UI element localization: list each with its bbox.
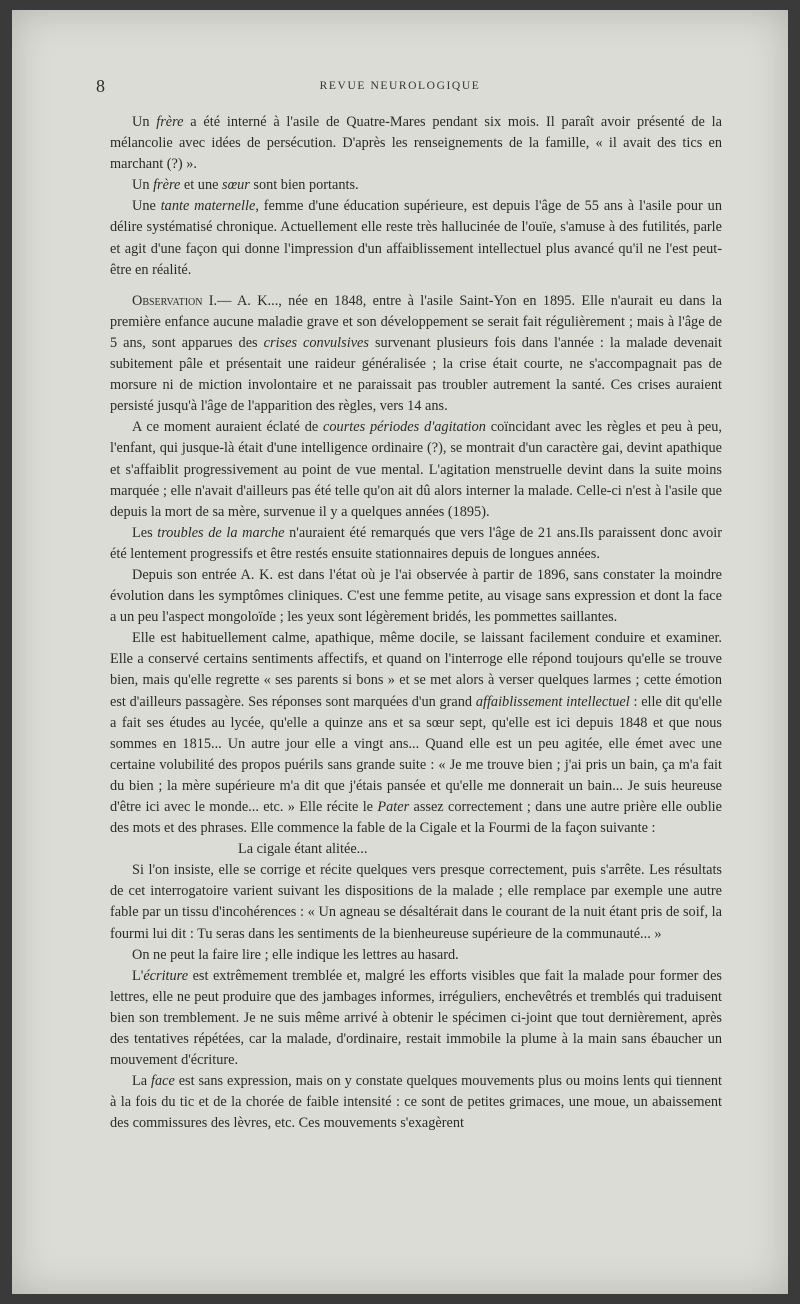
paragraph-p4 [110, 291, 722, 418]
text-run: Elle est habituellement calme, apathique, même docile, se laissant facilement conduire et examiner. Elle a conservé certains sentiments affectifs, et quand on l'interroge elle répond toujours qu'elle se trouve bien, mais qu'elle regrette « ses parents si bons » et se met alors à verser quelques larmes ; cette émotion est d'ailleurs passagère. Ses réponses sont marquées d'un grand [110, 630, 722, 710]
text-run: n'auraient été remarqués que vers l'âge de 21 ans.Ils paraissent donc avoir été lentement progressifs et être restés ensuite stationnaires depuis de longues années. [110, 524, 722, 562]
text-run: , femme d'une éducation supérieure, est depuis l'âge de 55 ans à l'asile pour un délire systématisé chronique. Actuellement elle reste très hallucinée de l'ouïe, s'amuse à des futilités, parle et agit d'une façon qui donne l'impression d'un affaiblissement intellectuel plus avancé qu'il ne l'est peut-être en réalité. [110, 198, 722, 278]
text-run: sont bien portants. [249, 177, 359, 194]
text-run: La [132, 1073, 151, 1090]
observation-heading: Observation I. [132, 292, 218, 309]
paragraph-p7 [110, 565, 722, 628]
text-run: coïncidant avec les règles et peu à peu, l'enfant, qui jusque-là était d'une intelligence ordinaire (?), se montrait d'un caractère gai, devint apathique et s'affaiblit progressivement au point de vue mental. L'agitation menstruelle devint dans la suite moins marquée ; elle n'avait d'ailleurs pas été telle qu'on ait dû alors interner la malade. Celle-ci n'est à l'asile que depuis la mort de sa mère, survenue il y a quelques années (1895). [110, 419, 722, 520]
paragraph-p8 [110, 628, 722, 839]
paragraph-p3 [110, 196, 722, 280]
text-run: survenant plusieurs fois dans l'année : la malade devenait subitement pâle et présentait une raideur généralisée ; la crise était courte, ne s'accompagnait pas de morsure ni de miction involontaire et ne paraissait pas troubler autrement la santé. Ces crises auraient persisté jusqu'à l'âge de l'apparition des règles, vers 14 ans. [110, 334, 722, 415]
text-run: La cigale étant alitée... [238, 841, 368, 858]
emphasis-text: crises convulsives [263, 334, 369, 351]
paragraph-p9 [110, 860, 722, 944]
paragraph-p10 [110, 945, 722, 966]
text-run: Une [132, 198, 161, 215]
emphasis-text: affaiblissement intellectuel [475, 693, 630, 710]
paragraph-p6 [110, 523, 722, 565]
emphasis-text: Pater [377, 799, 410, 815]
page-header [12, 78, 788, 100]
text-run: Un [132, 177, 154, 194]
page-number: 8 [96, 76, 105, 96]
verse-line [110, 839, 722, 860]
body-text [110, 112, 722, 1135]
text-run: Un [132, 114, 157, 130]
emphasis-text: frère [153, 177, 181, 194]
paragraph-p1 [110, 112, 722, 175]
running-head: REVUE NEUROLOGIQUE [319, 80, 481, 92]
scanned-page [12, 10, 788, 1294]
emphasis-text: frère [156, 114, 184, 130]
text-run: L' [132, 967, 144, 984]
emphasis-text: écriture [143, 967, 189, 984]
text-run: Si l'on insiste, elle se corrige et récite quelques vers presque correctement, puis s'arrête. Les résultats de cet interrogatoire varient suivant les dispositions de la malade ; elle remplace par exemple une autre fable par un tissu d'incohérences : « Un agneau se désaltérait dans le courant de la nuit étant pris de soif, la fourmi lui dit : Tu seras dans les sentiments de la bienheureuse supérieure de la communauté... » [110, 862, 722, 942]
text-run: — A. K..., née en 1848, entre à l'asile Saint-Yon en 1895. Elle n'aurait eu dans la première enfance aucune maladie grave et son développement se serait fait régulièrement ; mais à l'âge de 5 ans, sont apparues des [110, 292, 722, 351]
emphasis-text: courtes périodes d'agitation [323, 419, 486, 436]
emphasis-text: face [150, 1073, 175, 1090]
text-run: assez correctement ; dans une autre prière elle oublie des mots et des phrases. Elle commence la fable de la Cigale et la Fourmi de la façon suivante : [110, 799, 722, 837]
text-run: est sans expression, mais on y constate quelques mouvements plus ou moins lents qui tiennent à la fois du tic et de la chorée de faible intensité : ce sont de petites grimaces, une moue, un abaissement des commissures des lèvres, etc. Ces mouvements s'exagèrent [110, 1073, 723, 1132]
paragraph-p11 [110, 966, 722, 1071]
emphasis-text: troubles de la marche [157, 524, 285, 541]
paragraph-p12 [110, 1071, 722, 1134]
text-run: est extrêmement tremblée et, malgré les efforts visibles que fait la malade pour former des lettres, elle ne peut produire que des jambages informes, irréguliers, enchevêtrés et tremblés qui traduisent bien son tremblement. Je ne suis même arrivé à obtenir le spécimen ci-joint que tout dernièrement, après des tentatives répétées, car la malade, d'ordinaire, restait immobile la plume à la main sans ébaucher un mouvement d'écriture. [110, 967, 722, 1069]
text-run: a été interné à l'asile de Quatre-Mares pendant six mois. Il paraît avoir présenté de la mélancolie avec idées de persécution. D'après les renseignements de la famille, « il avait des tics en marchant (?) ». [110, 114, 722, 173]
text-run: Depuis son entrée A. K. est dans l'état où je l'ai observée à partir de 1896, sans constater la moindre évolution dans les symptômes cliniques. C'est une femme petite, au visage sans expression et dont la face a un peu l'aspect mongoloïde ; les yeux sont légèrement bridés, les pommettes saillantes. [110, 566, 722, 626]
emphasis-text: sœur [222, 177, 250, 194]
text-run: et une [180, 177, 223, 194]
paragraph-p5 [110, 417, 722, 522]
text-run: A ce moment auraient éclaté de [132, 419, 324, 436]
emphasis-text: tante maternelle [160, 198, 256, 215]
paragraph-p2 [110, 175, 722, 196]
text-run: : elle dit qu'elle a fait ses études au lycée, qu'elle a quinze ans et sa sœur sept, qu'elle est ici depuis 1848 et que nous sommes en 1815... Un autre jour elle a vingt ans... Quand elle est un peu agitée, elle émet avec une certaine volubilité des propos puérils sans grande suite : « Je me trouve bien ; j'ai pris un bain, ça m'a fait du bien ; la mère supérieure m'a dit que j'étais pansée et qu'elle me donnerait un bain... Je suis heureuse d'être ici avec le monde... etc. » Elle récite le [110, 693, 722, 815]
text-run: Les [132, 524, 158, 541]
text-run: On ne peut la faire lire ; elle indique les lettres au hasard. [132, 946, 459, 963]
